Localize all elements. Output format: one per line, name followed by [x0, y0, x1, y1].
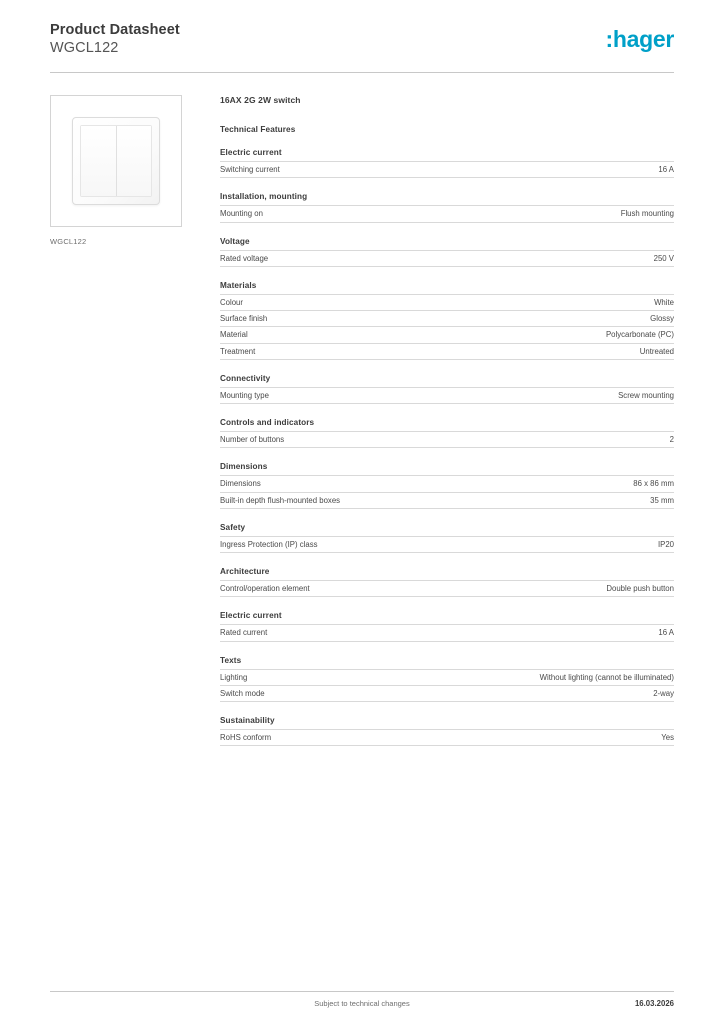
- spec-value: White: [654, 297, 674, 307]
- section-heading: Materials: [220, 280, 257, 290]
- technical-features-heading: Technical Features: [220, 125, 296, 135]
- spec-value: 16 A: [658, 628, 674, 638]
- table-row: [220, 669, 674, 685]
- section-heading: Controls and indicators: [220, 418, 315, 428]
- spec-value: Polycarbonate (PC): [605, 330, 674, 340]
- footer-date: 16.03.2026: [634, 999, 674, 1008]
- table-row: [220, 206, 674, 222]
- section-heading: Texts: [220, 655, 242, 665]
- spec-value: 2-way: [653, 688, 674, 698]
- spec-label: Built-in depth flush-mounted boxes: [220, 495, 341, 505]
- spec-table: [220, 387, 674, 404]
- product-image: [50, 95, 182, 227]
- spec-label: Control/operation element: [220, 584, 310, 594]
- spec-table: [220, 475, 674, 508]
- spec-label: Mounting type: [220, 390, 269, 400]
- table-row: [220, 625, 674, 641]
- section-heading: Electric current: [220, 611, 282, 621]
- table-row: [220, 311, 674, 327]
- table-row: [220, 492, 674, 508]
- title-block: [50, 22, 180, 57]
- table-row: [220, 250, 674, 266]
- spec-table: [220, 205, 674, 222]
- spec-table: [220, 294, 674, 360]
- spec-label: Mounting on: [220, 209, 263, 219]
- spec-table: [220, 580, 674, 597]
- spec-value: 2: [669, 435, 674, 445]
- spec-label: Switch mode: [220, 688, 265, 698]
- table-row: [220, 476, 674, 492]
- spec-label: Rated current: [220, 628, 268, 638]
- footer-divider: [50, 991, 674, 992]
- table-row: [220, 162, 674, 178]
- page-header: [50, 0, 674, 57]
- product-image-column: [50, 95, 198, 746]
- table-row: [220, 581, 674, 597]
- spec-value: 250 V: [653, 253, 674, 263]
- section-heading: Sustainability: [220, 715, 275, 725]
- spec-value: IP20: [657, 539, 674, 549]
- spec-value: 16 A: [658, 165, 674, 175]
- spec-value: Screw mounting: [618, 390, 674, 400]
- section-heading: Installation, mounting: [220, 192, 308, 202]
- page-footer: [50, 991, 674, 1008]
- rocker-right: [116, 126, 152, 196]
- spec-value: 86 x 86 mm: [633, 479, 674, 489]
- table-row: [220, 387, 674, 403]
- switch-plate-graphic: [72, 117, 160, 205]
- spec-table: [220, 729, 674, 746]
- spec-label: Ingress Protection (IP) class: [220, 539, 318, 549]
- spec-label: Colour: [220, 297, 243, 307]
- table-row: [220, 343, 674, 359]
- spec-label: Rated voltage: [220, 253, 269, 263]
- rocker-left: [81, 126, 116, 196]
- spec-value: 35 mm: [650, 495, 674, 505]
- table-row: [220, 729, 674, 745]
- spec-label: Number of buttons: [220, 435, 285, 445]
- spec-label: Treatment: [220, 346, 256, 356]
- section-heading: Architecture: [220, 567, 270, 577]
- spec-value: Glossy: [650, 314, 674, 324]
- hager-logo: :hager: [605, 26, 674, 52]
- table-row: [220, 327, 674, 343]
- section-heading: Connectivity: [220, 373, 271, 383]
- footer-note: Subject to technical changes: [314, 999, 410, 1008]
- spec-value: Flush mounting: [620, 209, 674, 219]
- spec-table: [220, 624, 674, 641]
- spec-label: Lighting: [220, 672, 248, 682]
- spec-table: [220, 669, 674, 702]
- spec-label: Material: [220, 330, 248, 340]
- section-heading: Voltage: [220, 236, 250, 246]
- spec-value: Untreated: [639, 346, 674, 356]
- specification-sections: [220, 148, 674, 746]
- page-title: Product Datasheet: [50, 22, 180, 38]
- product-name: 16AX 2G 2W switch: [220, 95, 301, 106]
- product-image-caption: WGCL122: [50, 237, 87, 247]
- spec-table: [220, 536, 674, 553]
- product-reference: WGCL122: [50, 40, 119, 57]
- specification-column: [198, 95, 674, 746]
- spec-table: [220, 161, 674, 178]
- section-heading: Dimensions: [220, 462, 268, 472]
- footer-row: [50, 999, 674, 1008]
- spec-label: Switching current: [220, 165, 280, 175]
- spec-table: [220, 250, 674, 267]
- spec-label: Surface finish: [220, 314, 268, 324]
- section-heading: Electric current: [220, 148, 282, 158]
- switch-rockers: [80, 125, 152, 197]
- page-content: [50, 73, 674, 746]
- section-heading: Safety: [220, 522, 246, 532]
- table-row: [220, 294, 674, 310]
- spec-value: Without lighting (cannot be illuminated): [539, 672, 674, 682]
- table-row: [220, 432, 674, 448]
- table-row: [220, 536, 674, 552]
- spec-table: [220, 431, 674, 448]
- spec-label: Dimensions: [220, 479, 261, 489]
- spec-value: Yes: [661, 732, 674, 742]
- table-row: [220, 685, 674, 701]
- spec-value: Double push button: [606, 584, 674, 594]
- spec-label: RoHS conform: [220, 732, 272, 742]
